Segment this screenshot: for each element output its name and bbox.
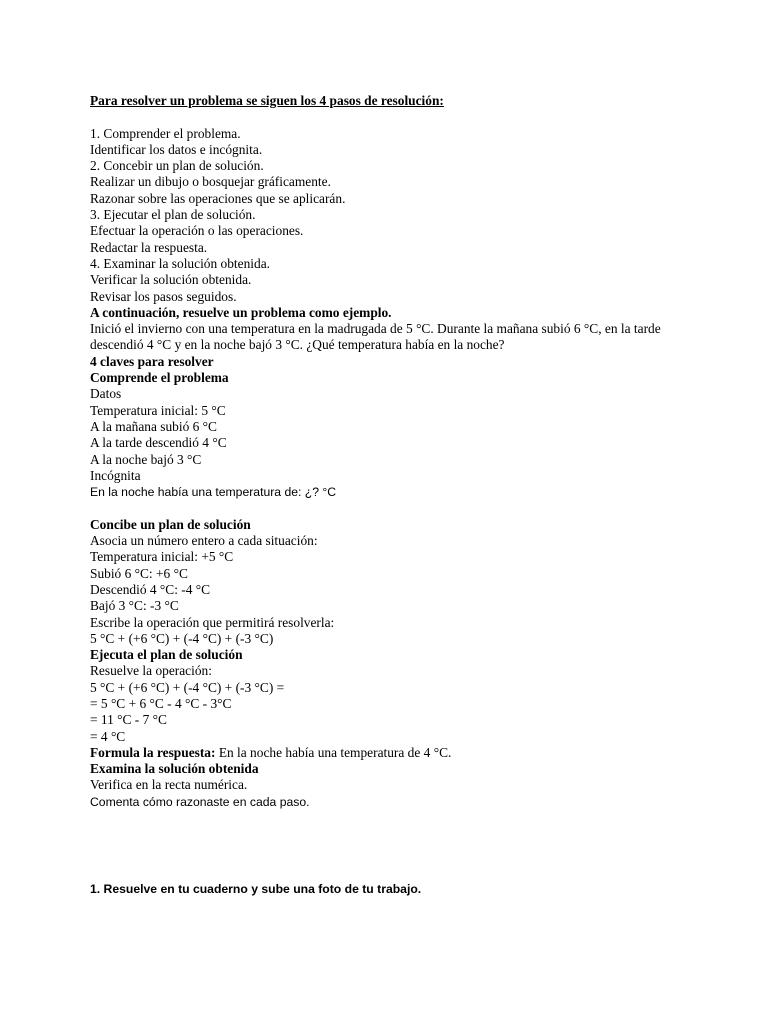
concibe-line: Asocia un número entero a cada situación: xyxy=(90,533,318,549)
comprende-line: Incógnita xyxy=(90,467,141,483)
examina-line: Verifica en la recta numérica. xyxy=(90,777,248,793)
document-body xyxy=(90,93,690,810)
formula-label: Formula la respuesta: xyxy=(90,744,216,760)
ejecuta-line: 5 °C + (+6 °C) + (-4 °C) + (-3 °C) = xyxy=(90,679,285,695)
concibe-line: Subió 6 °C: +6 °C xyxy=(90,565,188,581)
ejecuta-line: = 11 °C - 7 °C xyxy=(90,712,167,728)
step-line: Redactar la respuesta. xyxy=(90,239,208,255)
concibe-line: Temperatura inicial: +5 °C xyxy=(90,549,234,565)
comprende-line: Datos xyxy=(90,386,122,402)
formula-line xyxy=(90,745,690,761)
document-title: Para resolver un problema se siguen los 4 pasos de resolución: xyxy=(90,93,444,108)
comprende-line: Temperatura inicial: 5 °C xyxy=(90,402,226,418)
step-line: Verificar la solución obtenida. xyxy=(90,272,252,288)
formula-text: En la noche había una temperatura de 4 °C. xyxy=(215,744,452,760)
concibe-heading: Concibe un plan de solución xyxy=(90,516,251,532)
step-line: 4. Examinar la solución obtenida. xyxy=(90,255,270,271)
concibe-line: Descendió 4 °C: -4 °C xyxy=(90,581,211,597)
concibe-line: Bajó 3 °C: -3 °C xyxy=(90,598,179,614)
examina-line: Comenta cómo razonaste en cada paso. xyxy=(90,794,310,809)
step-line: Revisar los pasos seguidos. xyxy=(90,288,237,304)
ejecuta-line: = 5 °C + 6 °C - 4 °C - 3°C xyxy=(90,695,232,711)
spacer xyxy=(90,500,690,516)
concibe-line: Escribe la operación que permitirá resolverla: xyxy=(90,614,335,630)
ejecuta-heading: Ejecuta el plan de solución xyxy=(90,647,243,663)
step-line: Identificar los datos e incógnita. xyxy=(90,141,263,157)
step-line: 2. Concebir un plan de solución. xyxy=(90,158,264,174)
step-line: Efectuar la operación o las operaciones. xyxy=(90,223,304,239)
step-line: Razonar sobre las operaciones que se aplicarán. xyxy=(90,190,346,206)
ejecuta-line: = 4 °C xyxy=(90,728,126,744)
step-line: Realizar un dibujo o bosquejar gráficamente. xyxy=(90,174,331,190)
step-line: 1. Comprender el problema. xyxy=(90,125,241,141)
comprende-line: A la mañana subió 6 °C xyxy=(90,418,217,434)
example-heading: A continuación, resuelve un problema como ejemplo. xyxy=(90,304,392,320)
concibe-line: 5 °C + (+6 °C) + (-4 °C) + (-3 °C) xyxy=(90,630,274,646)
unknown-question: En la noche había una temperatura de: ¿? °C xyxy=(90,485,337,500)
task-instruction: 1. Resuelve en tu cuaderno y sube una foto de tu trabajo. xyxy=(90,882,422,896)
comprende-line: A la noche bajó 3 °C xyxy=(90,451,202,467)
examina-heading: Examina la solución obtenida xyxy=(90,761,259,777)
ejecuta-line: Resuelve la operación: xyxy=(90,663,212,679)
comprende-line: A la tarde descendió 4 °C xyxy=(90,435,227,451)
steps-list xyxy=(90,126,690,305)
keys-heading: 4 claves para resolver xyxy=(90,353,214,369)
step-line: 3. Ejecutar el plan de solución. xyxy=(90,207,256,223)
comprende-heading: Comprende el problema xyxy=(90,370,229,386)
problem-statement: Inició el invierno con una temperatura en la madrugada de 5 °C. Durante la mañana subió 6 °C, en la tarde descendió 4 °C y en la noche bajó 3 °C. ¿Qué temperatura había en la noche? xyxy=(90,321,661,353)
spacer xyxy=(90,109,690,125)
